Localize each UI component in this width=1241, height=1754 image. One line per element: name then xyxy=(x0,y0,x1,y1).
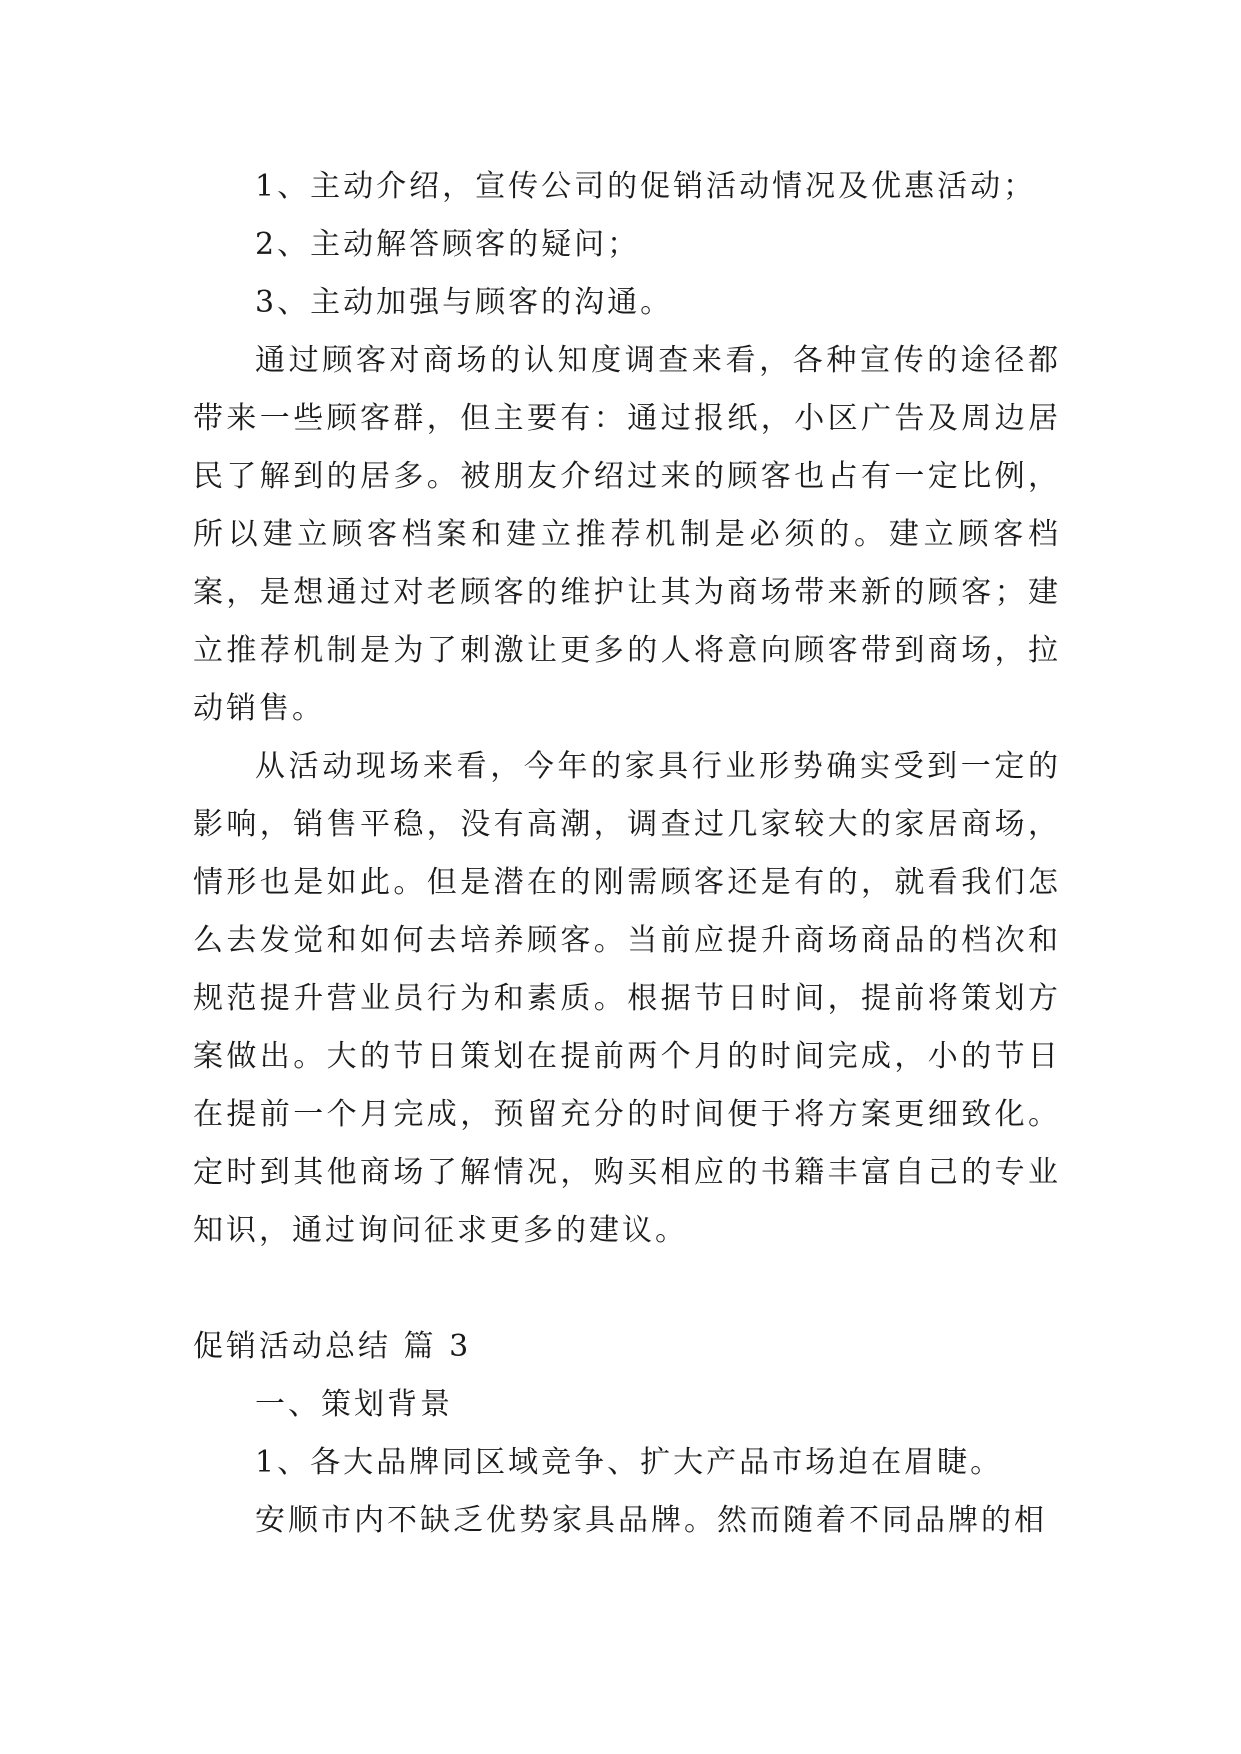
paragraph-survey: 通过顾客对商场的认知度调查来看，各种宣传的途径都带来一些顾客群，但主要有：通过报纸，小区广告及周边居民了解到的居多。被朋友介绍过来的顾客也占有一定比例，所以建立顾客档案和建立推荐机制是必须的。建立顾客档案，是想通过对老顾客的维护让其为商场带来新的顾客；建立推荐机制是为了刺激让更多的人将意向顾客带到商场，拉动销售。 xyxy=(193,343,1061,726)
document-body xyxy=(193,158,1061,1550)
section-spacer xyxy=(193,1260,1061,1318)
section-title: 促销活动总结 篇 3 xyxy=(193,1329,472,1364)
section-heading: 一、策划背景 xyxy=(255,1387,453,1422)
list-item: 2、主动解答顾客的疑问； xyxy=(255,227,641,262)
list-item: 1、各大品牌同区域竞争、扩大产品市场迫在眉睫。 xyxy=(255,1445,1004,1480)
paragraph-onsite: 从活动现场来看，今年的家具行业形势确实受到一定的影响，销售平稳，没有高潮，调查过几家较大的家居商场，情形也是如此。但是潜在的刚需顾客还是有的，就看我们怎么去发觉和如何去培养顾客。当前应提升商场商品的档次和规范提升营业员行为和素质。根据节日时间，提前将策划方案做出。大的节日策划在提前两个月的时间完成，小的节日在提前一个月完成，预留充分的时间便于将方案更细致化。定时到其他商场了解情况，购买相应的书籍丰富自己的专业知识，通过询问征求更多的建议。 xyxy=(193,749,1061,1248)
paragraph-background: 安顺市内不缺乏优势家具品牌。然而随着不同品牌的相 xyxy=(255,1503,1047,1538)
list-item: 1、主动介绍，宣传公司的促销活动情况及优惠活动； xyxy=(255,169,1037,204)
list-item: 3、主动加强与顾客的沟通。 xyxy=(255,285,674,320)
